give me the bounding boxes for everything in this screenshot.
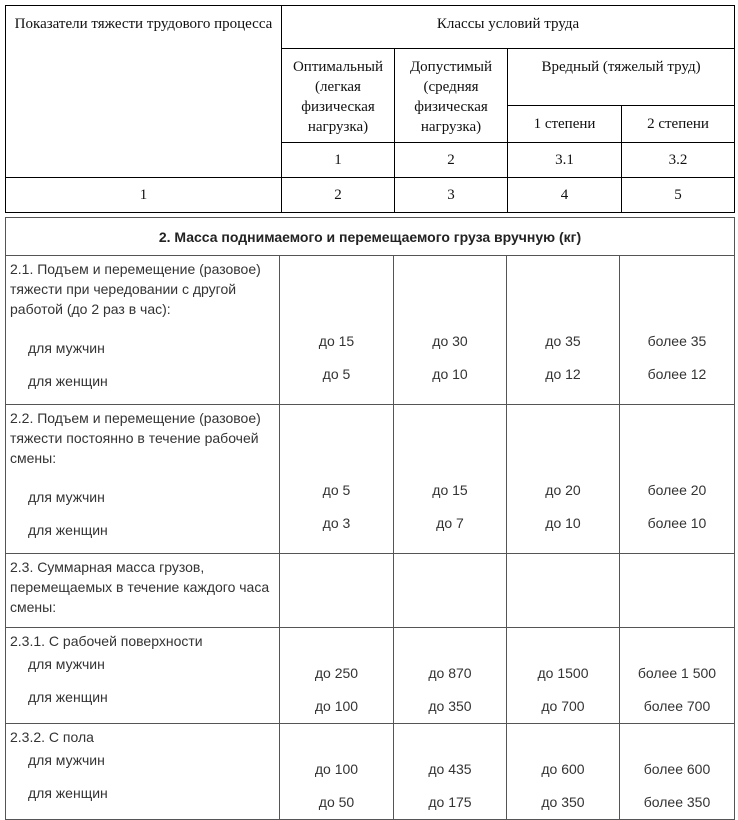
header-table bbox=[5, 5, 735, 213]
value-women: более 350 bbox=[643, 794, 711, 810]
value-men: до 35 bbox=[545, 333, 581, 349]
value-women: более 700 bbox=[643, 698, 711, 714]
degree2-header: 2 степени bbox=[622, 106, 735, 143]
value-women: до 7 bbox=[436, 515, 464, 531]
value-women: до 175 bbox=[428, 794, 472, 810]
row-label: 2.2. Подъем и перемещение (разовое) тяжести постоянно в течение рабочей смены: bbox=[10, 410, 261, 466]
value-women: до 100 bbox=[314, 698, 359, 714]
column-number: 5 bbox=[622, 178, 735, 213]
column-number: 3 bbox=[395, 178, 508, 213]
row-label: 2.3.1. С рабочей поверхности bbox=[10, 633, 203, 649]
value-men: до 600 bbox=[541, 761, 585, 777]
value-women: до 5 bbox=[322, 366, 351, 382]
value-men: более 1 500 bbox=[637, 665, 717, 681]
value-women: до 700 bbox=[541, 698, 585, 714]
row-label: 2.1. Подъем и перемещение (разовое) тяжести при чередовании с другой работой (до 2 раз в час): bbox=[10, 261, 261, 317]
value-men: до 15 bbox=[318, 333, 355, 349]
women-label: для женщин bbox=[28, 373, 108, 389]
men-label: для мужчин bbox=[28, 340, 105, 356]
class-number: 1 bbox=[282, 143, 395, 178]
class-number: 3.1 bbox=[508, 143, 622, 178]
harmful-header: Вредный (тяжелый труд) bbox=[508, 49, 735, 106]
value-men: до 20 bbox=[545, 482, 581, 498]
acceptable-header: Допустимый (средняя физическая нагрузка) bbox=[395, 49, 508, 143]
value-men: более 20 bbox=[647, 482, 707, 498]
data-table bbox=[5, 217, 735, 820]
value-men: до 435 bbox=[428, 761, 472, 777]
women-label: для женщин bbox=[28, 522, 108, 538]
section-title: 2. Масса поднимаемого и перемещаемого груза вручную (кг) bbox=[6, 218, 735, 256]
value-women: до 12 bbox=[545, 366, 581, 382]
men-label: для мужчин bbox=[28, 656, 105, 672]
value-men: до 15 bbox=[432, 482, 468, 498]
value-men: до 870 bbox=[428, 665, 472, 681]
degree1-header: 1 степени bbox=[508, 106, 622, 143]
value-men: более 600 bbox=[643, 761, 711, 777]
value-men: до 5 bbox=[322, 482, 351, 498]
value-men: до 250 bbox=[314, 665, 359, 681]
table-row bbox=[6, 724, 735, 820]
class-number: 3.2 bbox=[622, 143, 735, 178]
table-row bbox=[6, 628, 735, 724]
value-women: до 3 bbox=[322, 515, 351, 531]
optimal-header: Оптимальный (легкая физическая нагрузка) bbox=[282, 49, 395, 143]
men-label: для мужчин bbox=[28, 752, 105, 768]
table-row bbox=[6, 405, 735, 554]
class-number: 2 bbox=[395, 143, 508, 178]
classes-header: Классы условий труда bbox=[282, 6, 735, 49]
value-men: до 1500 bbox=[537, 665, 589, 681]
column-number: 4 bbox=[508, 178, 622, 213]
value-men: более 35 bbox=[647, 333, 707, 349]
value-women: до 350 bbox=[428, 698, 472, 714]
value-women: более 12 bbox=[647, 366, 707, 382]
value-men: до 30 bbox=[432, 333, 468, 349]
value-women: более 10 bbox=[647, 515, 707, 531]
value-women: до 50 bbox=[318, 794, 355, 810]
value-women: до 350 bbox=[541, 794, 585, 810]
table-row bbox=[6, 256, 735, 405]
table-row bbox=[6, 554, 735, 628]
men-label: для мужчин bbox=[28, 489, 105, 505]
row-label: 2.3.2. С пола bbox=[10, 729, 94, 745]
value-women: до 10 bbox=[432, 366, 468, 382]
row-label: 2.3. Суммарная масса грузов, перемещаемых в течение каждого часа смены: bbox=[10, 559, 270, 615]
women-label: для женщин bbox=[28, 689, 108, 705]
indicator-header: Показатели тяжести трудового процесса bbox=[6, 6, 282, 178]
column-number: 2 bbox=[282, 178, 395, 213]
women-label: для женщин bbox=[28, 785, 108, 801]
column-number: 1 bbox=[6, 178, 282, 213]
value-women: до 10 bbox=[545, 515, 581, 531]
value-men: до 100 bbox=[314, 761, 359, 777]
